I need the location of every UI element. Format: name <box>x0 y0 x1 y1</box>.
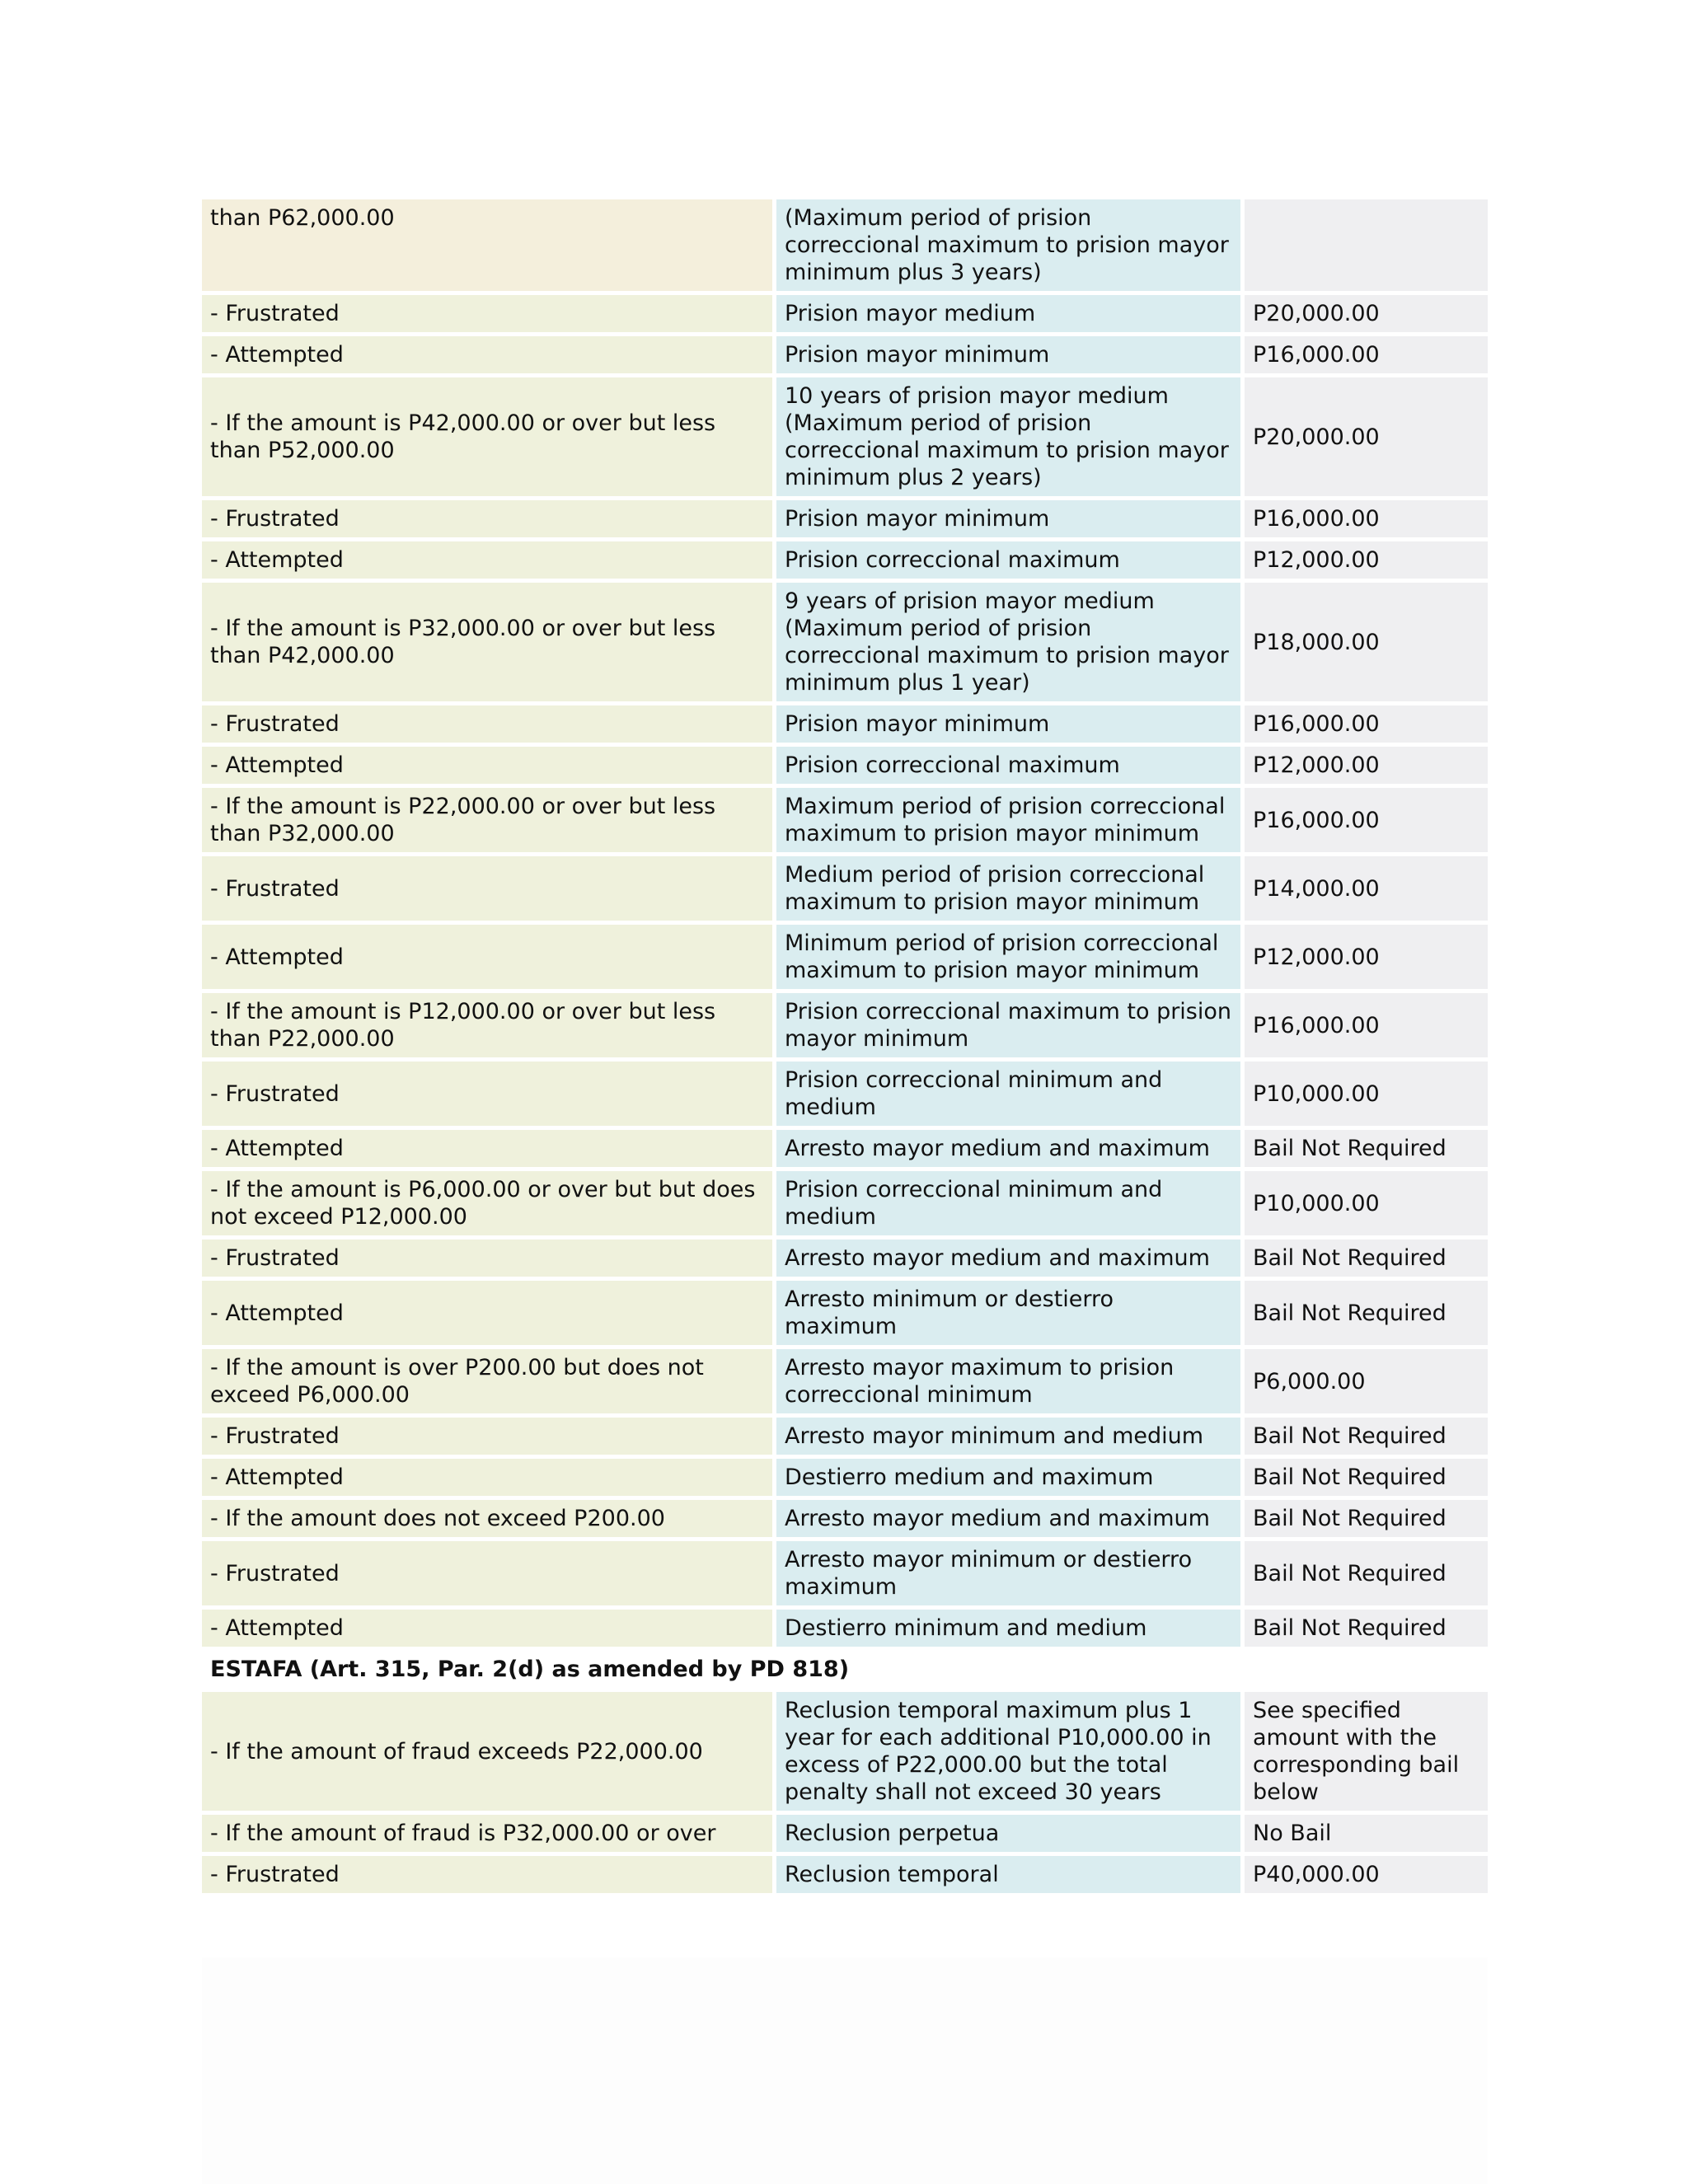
offense-cell: - Frustrated <box>202 705 776 747</box>
offense-cell: - Frustrated <box>202 1240 776 1281</box>
penalty-cell: 10 years of prision mayor medium (Maximum period of prision correccional maximum to prision mayor minimum plus 2 years) <box>776 377 1245 500</box>
offense-cell: - Attempted <box>202 1610 776 1651</box>
table-row <box>202 1856 1488 1897</box>
bail-cell: P12,000.00 <box>1245 925 1488 993</box>
table-row <box>202 500 1488 541</box>
table-row <box>202 199 1488 295</box>
offense-cell: - Attempted <box>202 1281 776 1349</box>
offense-cell: - Frustrated <box>202 500 776 541</box>
table-row <box>202 336 1488 377</box>
offense-cell: - If the amount is P32,000.00 or over but less than P42,000.00 <box>202 583 776 705</box>
offense-cell: - If the amount is P42,000.00 or over but less than P52,000.00 <box>202 377 776 500</box>
table-row <box>202 1240 1488 1281</box>
bail-cell: Bail Not Required <box>1245 1240 1488 1281</box>
table-row <box>202 1130 1488 1171</box>
penalty-cell: Arresto mayor maximum to prision correccional minimum <box>776 1349 1245 1418</box>
offense-cell: - Frustrated <box>202 1541 776 1610</box>
page-bottom-area <box>202 1957 1488 2184</box>
penalty-cell: Prision correccional maximum to prision mayor minimum <box>776 993 1245 1062</box>
table-row <box>202 541 1488 583</box>
bail-cell: P16,000.00 <box>1245 788 1488 856</box>
bail-cell: P16,000.00 <box>1245 993 1488 1062</box>
table-row <box>202 1459 1488 1500</box>
table-row <box>202 295 1488 336</box>
penalty-cell: Destierro minimum and medium <box>776 1610 1245 1651</box>
offense-cell: - Frustrated <box>202 856 776 925</box>
penalty-cell: Prision mayor minimum <box>776 500 1245 541</box>
offense-cell: - Attempted <box>202 747 776 788</box>
penalty-cell: Arresto mayor medium and maximum <box>776 1240 1245 1281</box>
offense-cell: - If the amount is P12,000.00 or over but less than P22,000.00 <box>202 993 776 1062</box>
offense-cell: - Attempted <box>202 336 776 377</box>
bail-cell: P18,000.00 <box>1245 583 1488 705</box>
bail-cell: P16,000.00 <box>1245 705 1488 747</box>
offense-cell: - If the amount is P6,000.00 or over but but does not exceed P12,000.00 <box>202 1171 776 1240</box>
penalty-cell: Prision correccional minimum and medium <box>776 1062 1245 1130</box>
table-row <box>202 1692 1488 1815</box>
bail-cell: P14,000.00 <box>1245 856 1488 925</box>
offense-cell: - Frustrated <box>202 1418 776 1459</box>
table-row <box>202 1171 1488 1240</box>
offense-cell: - Frustrated <box>202 295 776 336</box>
penalty-cell: Arresto mayor minimum or destierro maximum <box>776 1541 1245 1610</box>
table-row <box>202 1281 1488 1349</box>
offense-cell: than P62,000.00 <box>202 199 776 295</box>
table-row <box>202 788 1488 856</box>
bail-cell: P20,000.00 <box>1245 377 1488 500</box>
table-row <box>202 705 1488 747</box>
offense-cell: - Attempted <box>202 1130 776 1171</box>
bail-cell: P12,000.00 <box>1245 747 1488 788</box>
penalty-cell: Reclusion temporal maximum plus 1 year for each additional P10,000.00 in excess of P22,000.00 but the total penalty shall not exceed 30 years <box>776 1692 1245 1815</box>
bail-cell: P10,000.00 <box>1245 1062 1488 1130</box>
table-row <box>202 747 1488 788</box>
table-row <box>202 1815 1488 1856</box>
offense-cell: - If the amount of fraud is P32,000.00 or over <box>202 1815 776 1856</box>
bail-cell: Bail Not Required <box>1245 1418 1488 1459</box>
penalty-cell: 9 years of prision mayor medium (Maximum period of prision correccional maximum to prision mayor minimum plus 1 year) <box>776 583 1245 705</box>
offense-cell: - If the amount is over P200.00 but does not exceed P6,000.00 <box>202 1349 776 1418</box>
table-row <box>202 1349 1488 1418</box>
bail-cell: Bail Not Required <box>1245 1500 1488 1541</box>
bail-cell: No Bail <box>1245 1815 1488 1856</box>
penalty-cell: Prision mayor medium <box>776 295 1245 336</box>
table-row <box>202 1418 1488 1459</box>
offense-cell: - If the amount is P22,000.00 or over but less than P32,000.00 <box>202 788 776 856</box>
table-row <box>202 377 1488 500</box>
table-row <box>202 993 1488 1062</box>
penalty-cell: Arresto mayor medium and maximum <box>776 1500 1245 1541</box>
penalty-cell: Reclusion temporal <box>776 1856 1245 1897</box>
penalty-cell: Medium period of prision correccional maximum to prision mayor minimum <box>776 856 1245 925</box>
bail-cell: P16,000.00 <box>1245 336 1488 377</box>
penalty-cell: Reclusion perpetua <box>776 1815 1245 1856</box>
bail-table-body <box>202 199 1488 1897</box>
penalty-cell: Prision mayor minimum <box>776 336 1245 377</box>
offense-cell: - If the amount does not exceed P200.00 <box>202 1500 776 1541</box>
bail-cell: P6,000.00 <box>1245 1349 1488 1418</box>
bail-cell: P16,000.00 <box>1245 500 1488 541</box>
table-row <box>202 1500 1488 1541</box>
bail-cell: Bail Not Required <box>1245 1610 1488 1651</box>
offense-cell: - Attempted <box>202 541 776 583</box>
section-heading-row <box>202 1651 1488 1692</box>
offense-cell: - Attempted <box>202 1459 776 1500</box>
bail-table-container <box>202 199 1488 1897</box>
table-row <box>202 1610 1488 1651</box>
table-row <box>202 1062 1488 1130</box>
penalty-cell: Destierro medium and maximum <box>776 1459 1245 1500</box>
penalty-cell: Arresto mayor minimum and medium <box>776 1418 1245 1459</box>
offense-cell: - Frustrated <box>202 1062 776 1130</box>
penalty-cell: Arresto mayor medium and maximum <box>776 1130 1245 1171</box>
offense-cell: - Attempted <box>202 925 776 993</box>
penalty-cell: Maximum period of prision correccional maximum to prision mayor minimum <box>776 788 1245 856</box>
penalty-cell: Prision correccional maximum <box>776 541 1245 583</box>
penalty-cell: Prision mayor minimum <box>776 705 1245 747</box>
bail-cell: P40,000.00 <box>1245 1856 1488 1897</box>
penalty-cell: Arresto minimum or destierro maximum <box>776 1281 1245 1349</box>
bail-cell: See specified amount with the corresponding bail below <box>1245 1692 1488 1815</box>
bail-cell: P12,000.00 <box>1245 541 1488 583</box>
penalty-cell: Prision correccional maximum <box>776 747 1245 788</box>
offense-cell: - Frustrated <box>202 1856 776 1897</box>
penalty-cell: Prision correccional minimum and medium <box>776 1171 1245 1240</box>
bail-schedule-table <box>202 199 1488 1897</box>
bail-cell: Bail Not Required <box>1245 1130 1488 1171</box>
table-row <box>202 856 1488 925</box>
bail-cell: P10,000.00 <box>1245 1171 1488 1240</box>
table-row <box>202 925 1488 993</box>
offense-cell: - If the amount of fraud exceeds P22,000.00 <box>202 1692 776 1815</box>
penalty-cell: Minimum period of prision correccional maximum to prision mayor minimum <box>776 925 1245 993</box>
bail-cell: Bail Not Required <box>1245 1541 1488 1610</box>
bail-cell: P20,000.00 <box>1245 295 1488 336</box>
bail-cell: Bail Not Required <box>1245 1459 1488 1500</box>
bail-cell <box>1245 199 1488 295</box>
bail-cell: Bail Not Required <box>1245 1281 1488 1349</box>
penalty-cell: (Maximum period of prision correccional maximum to prision mayor minimum plus 3 years) <box>776 199 1245 295</box>
section-heading: ESTAFA (Art. 315, Par. 2(d) as amended by PD 818) <box>202 1651 1488 1692</box>
table-row <box>202 1541 1488 1610</box>
table-row <box>202 583 1488 705</box>
